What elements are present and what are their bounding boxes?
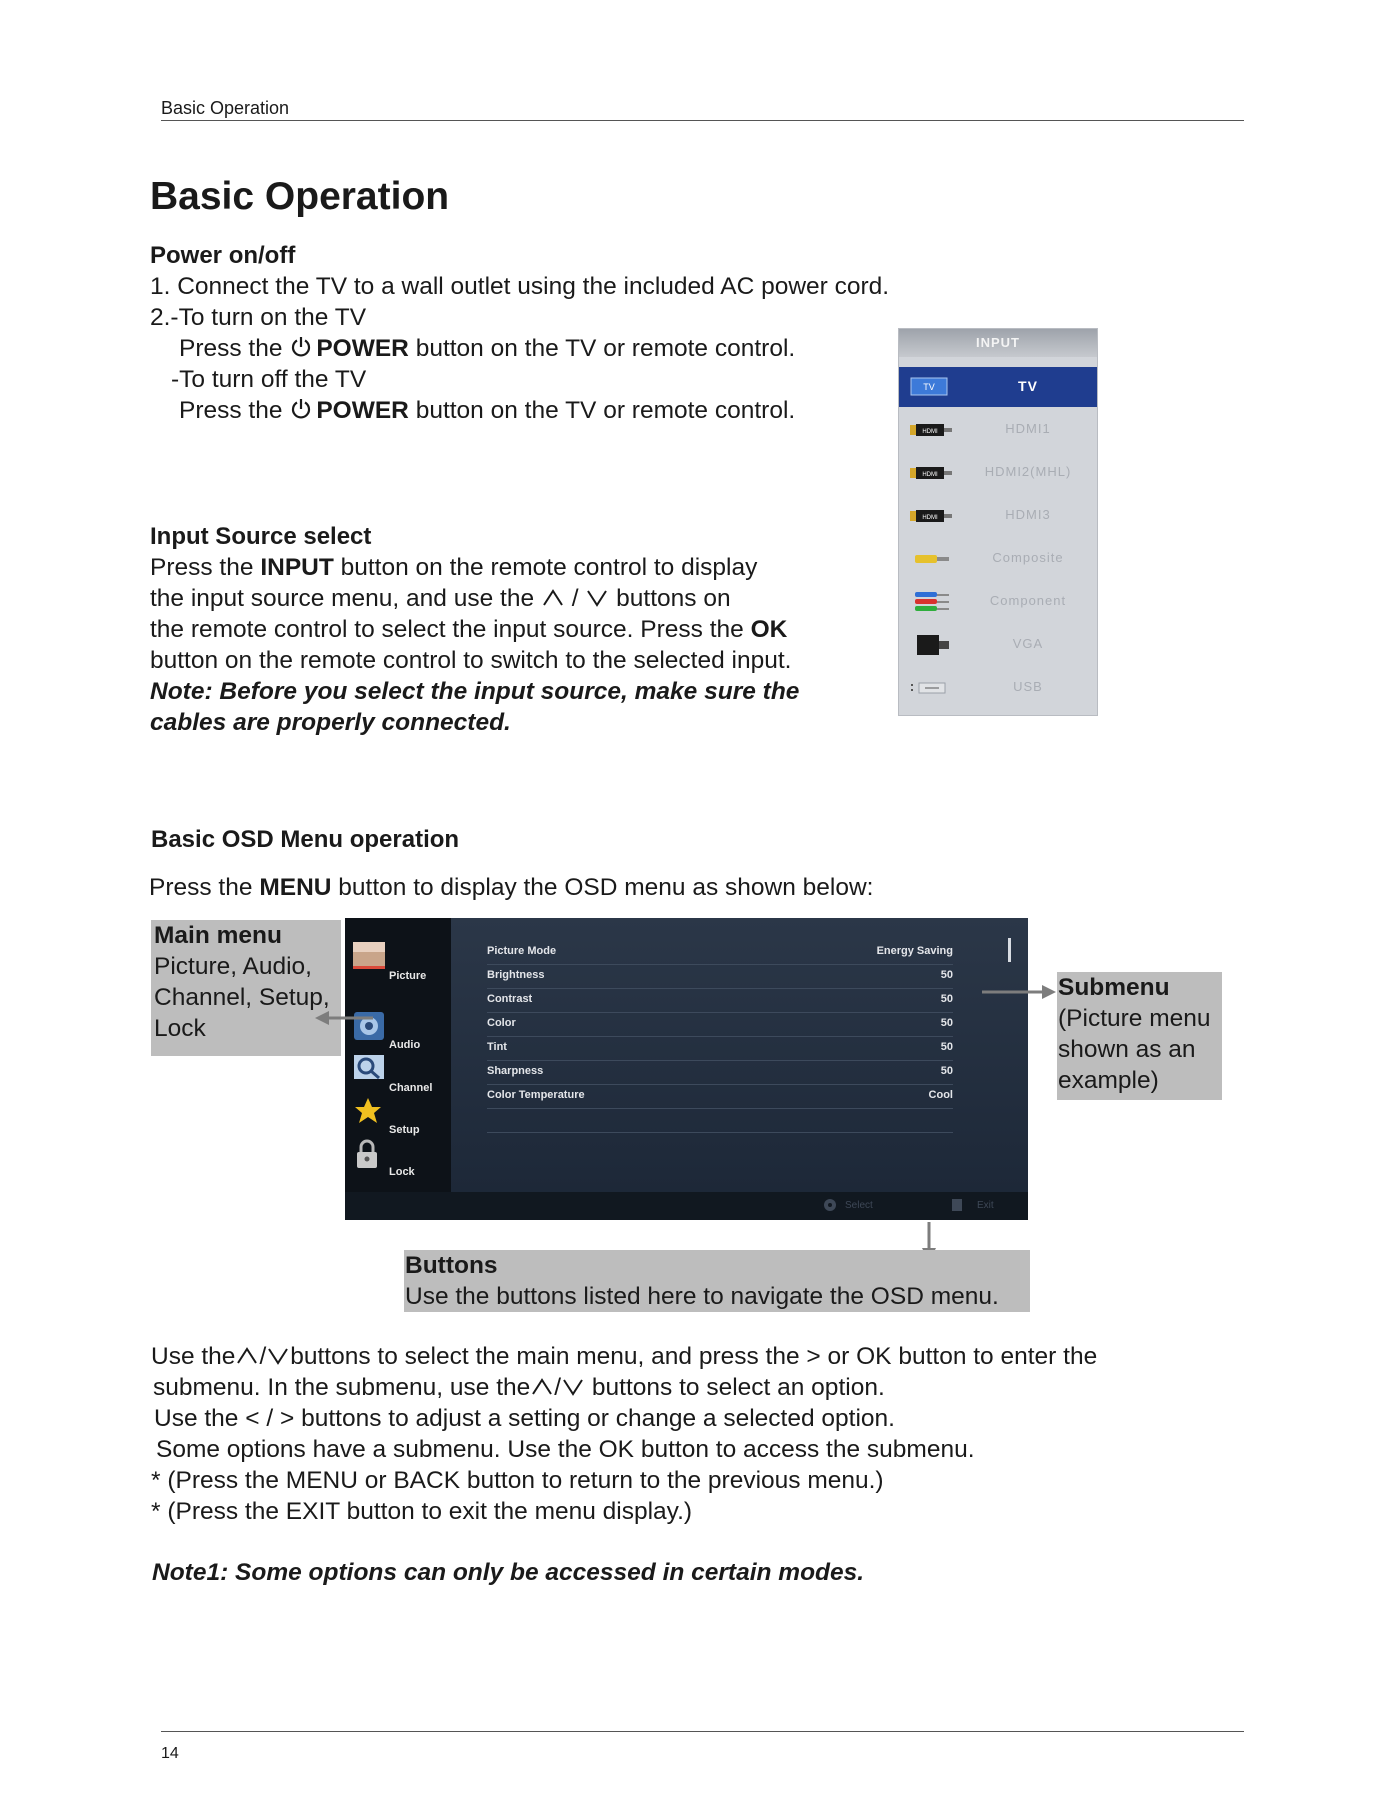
composite-icon [909, 549, 957, 569]
callout-line: Channel, Setup, [154, 984, 330, 1011]
osd-row-value: Energy Saving [876, 945, 953, 957]
osd-row[interactable] [487, 1036, 953, 1061]
callout-line: Picture, Audio, [154, 953, 312, 980]
power-icon [289, 335, 313, 359]
tv-badge-text: TV [923, 382, 935, 392]
hdmi-badge-text: HDMI [922, 472, 938, 478]
instruction-line-5: * (Press the MENU or BACK button to return to the previous menu.) [151, 1467, 884, 1494]
power-heading: Power on/off [150, 242, 296, 269]
input-item-label: HDMI2(MHL) [984, 464, 1072, 479]
osd-row-label: Color Temperature [487, 1089, 585, 1101]
power-rest-text: button on the TV or remote control. [415, 335, 796, 362]
osd-main-menu [345, 918, 451, 1192]
input-item-hdmi1[interactable] [899, 410, 1097, 450]
power-on-instruction [179, 333, 795, 364]
text: button to display the OSD menu as shown below: [338, 874, 874, 901]
input-line-3 [150, 614, 787, 645]
osd-footer [345, 1192, 1028, 1220]
main-menu-callout [151, 920, 341, 1056]
exit-icon [951, 1198, 963, 1212]
press-the-text: Press the [179, 397, 283, 424]
input-source-menu [898, 328, 1098, 716]
setup-star-icon [353, 1096, 383, 1126]
power-line-2: 2.-To turn on the TV [150, 304, 367, 331]
osd-submenu [451, 918, 1028, 1192]
osd-row-value: 50 [940, 1017, 953, 1029]
hdmi-icon [909, 420, 957, 440]
instruction-line-3 [154, 1403, 895, 1434]
left-right-keys: < / > [245, 1405, 295, 1432]
input-line-4: button on the remote control to switch to the selected input. [150, 647, 792, 674]
input-item-label: HDMI1 [1005, 421, 1051, 436]
buttons-callout [404, 1250, 1030, 1312]
input-item-vga[interactable] [899, 625, 1097, 665]
submenu-callout [1057, 972, 1222, 1100]
input-menu-title: INPUT [899, 329, 1097, 357]
callout-line: example) [1058, 1067, 1159, 1094]
up-arrow-icon [541, 588, 565, 608]
input-item-label: VGA [1012, 636, 1044, 651]
osd-scrollbar[interactable] [1008, 938, 1011, 962]
picture-icon [351, 938, 387, 974]
osd-row-value: 50 [940, 993, 953, 1005]
instruction-line-4: Some options have a submenu. Use the OK button to access the submenu. [156, 1436, 975, 1463]
text: submenu. In the submenu, use the [153, 1374, 531, 1401]
menu-key-label: MENU [259, 874, 332, 901]
callout-line: shown as an [1058, 1036, 1196, 1063]
osd-tab-lock[interactable]: Lock [389, 1166, 415, 1178]
osd-row-label: Picture Mode [487, 945, 557, 957]
hdmi-icon [909, 463, 957, 483]
power-line-4: -To turn off the TV [171, 366, 367, 393]
osd-row-label: Color [487, 1017, 516, 1029]
text: Use the [151, 1343, 236, 1370]
slash: / [571, 585, 579, 612]
osd-row[interactable] [487, 1084, 953, 1109]
osd-row[interactable] [487, 964, 953, 989]
osd-footer-exit: Exit [977, 1200, 994, 1211]
callout-line: Lock [154, 1015, 206, 1042]
slash: / [259, 1343, 267, 1370]
text: buttons to select an option. [591, 1374, 885, 1401]
power-label: POWER [316, 335, 409, 362]
footer-rule [161, 1731, 1244, 1732]
osd-row-empty [487, 1108, 953, 1133]
note-1: Note1: Some options can only be accessed in certain modes. [152, 1559, 865, 1586]
osd-tab-audio[interactable]: Audio [389, 1039, 421, 1051]
input-item-label: Component [989, 593, 1067, 608]
osd-row[interactable] [487, 988, 953, 1013]
osd-footer-select: Select [845, 1200, 873, 1211]
main-menu-arrow [315, 1010, 375, 1026]
osd-row-label: Contrast [487, 993, 533, 1005]
osd-row-value: 50 [940, 1041, 953, 1053]
osd-tab-picture[interactable]: Picture [389, 970, 427, 982]
input-key-label: INPUT [260, 554, 334, 581]
input-item-label: TV [1018, 378, 1038, 394]
osd-row-value: 50 [940, 969, 953, 981]
input-item-label: USB [1013, 679, 1043, 694]
header-rule [161, 120, 1244, 121]
callout-title: Submenu [1058, 974, 1170, 1001]
input-item-hdmi3[interactable] [899, 496, 1097, 536]
power-label: POWER [316, 397, 409, 424]
text: buttons to adjust a setting or change a selected option. [301, 1405, 895, 1432]
osd-heading: Basic OSD Menu operation [151, 826, 460, 853]
osd-row[interactable] [487, 1060, 953, 1085]
osd-row-label: Tint [487, 1041, 507, 1053]
vga-icon [909, 635, 957, 655]
text: the remote control to select the input source. Press the [150, 616, 744, 643]
osd-tab-channel[interactable]: Channel [389, 1082, 433, 1094]
component-icon [909, 592, 957, 612]
select-gear-icon [823, 1198, 837, 1212]
hdmi-badge-text: HDMI [922, 515, 938, 521]
input-item-tv[interactable] [899, 367, 1097, 407]
input-item-usb[interactable] [899, 668, 1097, 708]
input-item-label: Composite [992, 550, 1064, 565]
channel-icon [351, 1052, 387, 1086]
input-item-hdmi2[interactable] [899, 453, 1097, 493]
page-title: Basic Operation [150, 175, 450, 218]
osd-row[interactable] [487, 940, 953, 965]
text: Press the [150, 554, 254, 581]
running-header: Basic Operation [161, 98, 290, 118]
hdmi-icon [909, 506, 957, 526]
input-note-line-1: Note: Before you select the input source, make sure the [150, 678, 800, 705]
tv-icon [909, 377, 957, 397]
power-icon [289, 397, 313, 421]
input-note-line-2: cables are properly connected. [150, 709, 511, 736]
power-rest-text: button on the TV or remote control. [415, 397, 796, 424]
osd-menu-screenshot [345, 918, 1028, 1220]
callout-title: Buttons [405, 1252, 498, 1279]
press-the-text: Press the [179, 335, 283, 362]
down-arrow-icon [561, 1377, 585, 1397]
instruction-line-2 [153, 1372, 885, 1403]
text: buttons to select the main menu, and press the > or OK button to enter the [290, 1343, 1098, 1370]
input-heading: Input Source select [150, 523, 372, 550]
hdmi-badge-text: HDMI [922, 429, 938, 435]
instruction-line-1 [151, 1341, 1097, 1372]
osd-row-value: Cool [928, 1089, 953, 1101]
input-item-label: HDMI3 [1005, 507, 1051, 522]
text: buttons on [616, 585, 731, 612]
callout-title: Main menu [154, 922, 282, 949]
power-line-1: 1. Connect the TV to a wall outlet using the included AC power cord. [150, 273, 890, 300]
text: button on the remote control to display [340, 554, 758, 581]
callout-line: (Picture menu [1058, 1005, 1211, 1032]
text: the input source menu, and use the [150, 585, 535, 612]
instruction-line-6: * (Press the EXIT button to exit the menu display.) [151, 1498, 693, 1525]
callout-line: Use the buttons listed here to navigate the OSD menu. [405, 1283, 999, 1310]
ok-key-label: OK [750, 616, 788, 643]
down-arrow-icon [266, 1346, 290, 1366]
up-arrow-icon [235, 1346, 259, 1366]
submenu-arrow [980, 984, 1056, 1000]
input-line-1 [150, 552, 757, 583]
osd-row-label: Sharpness [487, 1065, 544, 1077]
slash: / [554, 1374, 562, 1401]
text: Press the [149, 874, 253, 901]
osd-row-value: 50 [940, 1065, 953, 1077]
text: Use the [154, 1405, 239, 1432]
power-off-instruction [179, 395, 795, 426]
osd-row-label: Brightness [487, 969, 545, 981]
page-number: 14 [161, 1745, 179, 1762]
osd-intro [149, 872, 874, 903]
down-arrow-icon [585, 588, 609, 608]
usb-icon [909, 678, 957, 698]
input-line-2 [150, 583, 731, 614]
lock-icon [355, 1138, 379, 1170]
input-item-composite[interactable] [899, 539, 1097, 579]
up-arrow-icon [530, 1377, 554, 1397]
osd-row[interactable] [487, 1012, 953, 1037]
input-item-component[interactable] [899, 582, 1097, 622]
osd-tab-setup[interactable]: Setup [389, 1124, 420, 1136]
